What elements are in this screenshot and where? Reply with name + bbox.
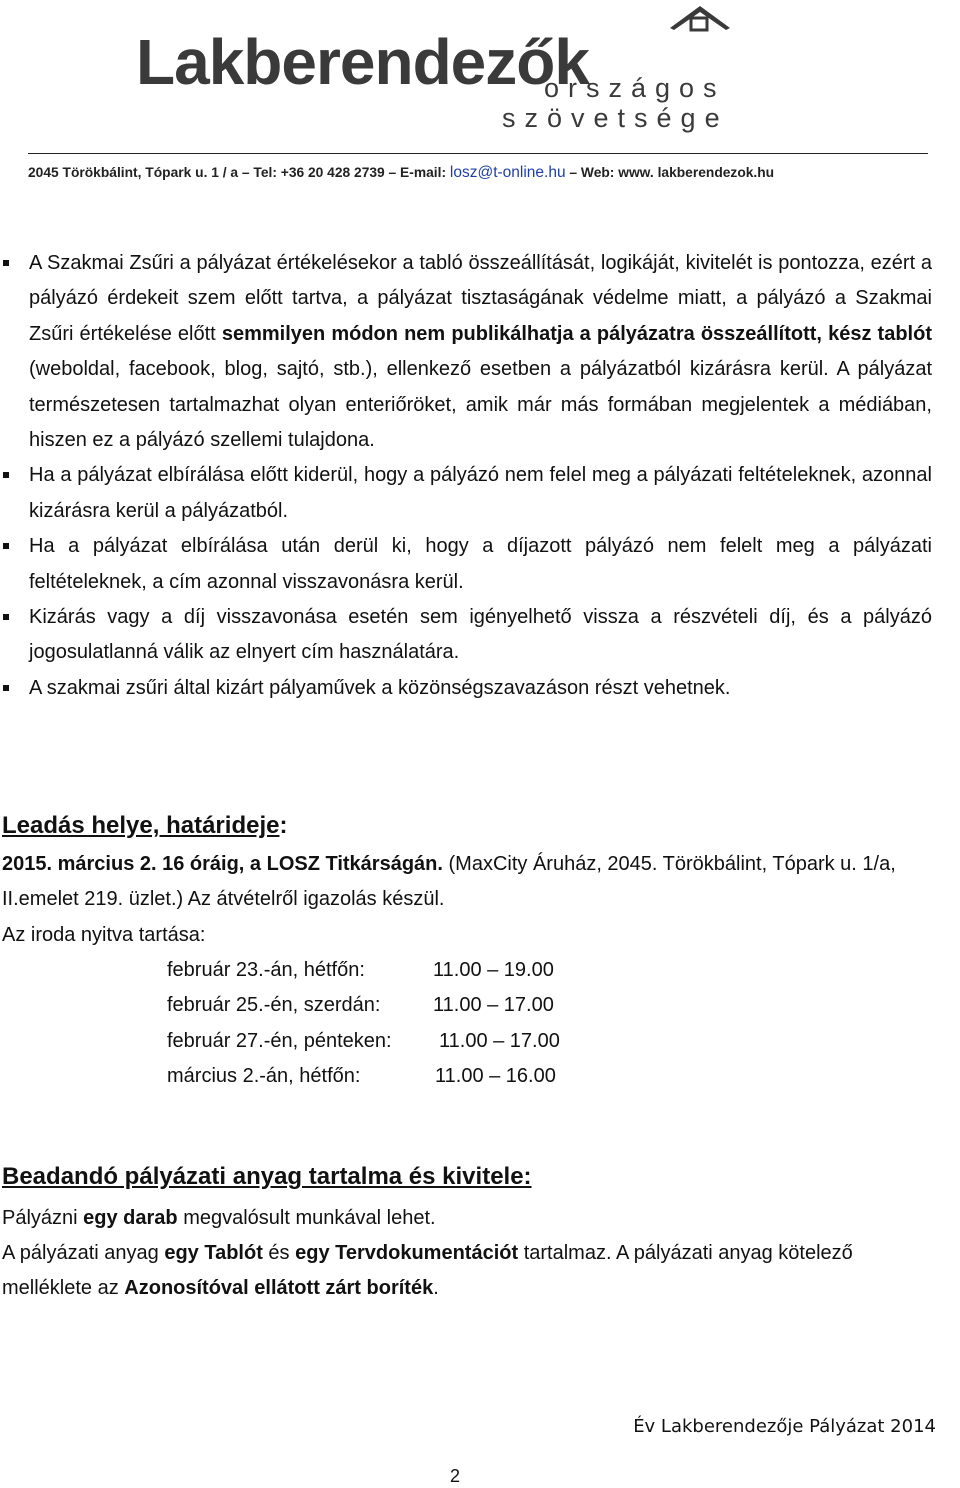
bullet-item bbox=[0, 246, 960, 458]
contact-line bbox=[28, 164, 938, 182]
contact-web: – Web: www. lakberendezok.hu bbox=[565, 165, 775, 180]
beadando-paragraph-2 bbox=[2, 1236, 937, 1307]
bullet-item bbox=[0, 529, 960, 600]
office-hours-label: Az iroda nyitva tartása: bbox=[2, 924, 206, 946]
text-run-bold: Azonosítóval ellátott zárt boríték bbox=[124, 1277, 434, 1300]
bullet-item bbox=[0, 600, 960, 671]
bullet-square-icon bbox=[3, 260, 9, 266]
bullet-text: Ha a pályázat elbírálása előtt kiderül, hogy a pályázó nem felel meg a pályázati feltételeknek, azonnal kizárásra kerül a pályázatból. bbox=[29, 464, 932, 522]
bullet-text: A szakmai zsűri által kizárt pályaművek a közönségszavazáson részt vehetnek. bbox=[29, 676, 731, 699]
logo-wordmark: Lakberendezők bbox=[136, 26, 589, 98]
beadando-heading: Beadandó pályázati anyag tartalma és kivitele: bbox=[2, 1163, 532, 1190]
office-hours-table bbox=[167, 953, 560, 1095]
leadas-heading-colon: : bbox=[279, 812, 288, 839]
bullet-text-bold: semmilyen módon nem publikálhatja a pályázatra összeállított, kész tablót bbox=[221, 322, 932, 345]
lakberendezok-logo bbox=[120, 0, 820, 140]
beadando-paragraph-1 bbox=[2, 1201, 932, 1236]
leadas-heading-text: Leadás helye, határideje bbox=[2, 812, 280, 839]
office-hours-row bbox=[167, 1059, 560, 1094]
office-hours-time: 11.00 – 16.00 bbox=[435, 1065, 556, 1088]
office-hours-date: március 2.-án, hétfőn: bbox=[167, 1065, 361, 1088]
bullet-text: A Szakmai Zsűri a pályázat értékelésekor a tabló összeállítását, logikáját, kivitelét is pontozza, ezért a pályázó érdekeit szem előtt tartva, a pályázat tisztaságának védelme miatt, a pályázó a Szakmai Zsűri értékelése előtt bbox=[29, 252, 932, 345]
bullet-text: Kizárás vagy a díj visszavonása esetén sem igényelhető vissza a részvételi díj, és a pályázó jogosulatlanná válik az elnyert cím használatára. bbox=[29, 606, 932, 664]
text-run: megvalósult munkával lehet. bbox=[177, 1207, 436, 1229]
office-hours-date: február 25.-én, szerdán: bbox=[167, 994, 381, 1017]
bullet-square-icon bbox=[3, 685, 9, 691]
logo-subtitle-2: szövetsége bbox=[502, 103, 729, 133]
bullet-text: Ha a pályázat elbírálása után derül ki, hogy a díjazott pályázó nem felelt meg a pályázati feltételeknek, a cím azonnal visszavonásra kerül. bbox=[29, 535, 932, 593]
text-run: és bbox=[262, 1242, 296, 1264]
header-divider bbox=[28, 153, 928, 154]
bullet-square-icon bbox=[3, 543, 9, 549]
logo-subtitle-1: országos bbox=[544, 73, 726, 103]
text-run: Pályázni bbox=[2, 1207, 84, 1229]
text-run-bold: egy Tervdokumentációt bbox=[295, 1242, 519, 1264]
office-hours-time: 11.00 – 17.00 bbox=[433, 994, 554, 1017]
text-run-bold: egy Tablót bbox=[164, 1242, 263, 1264]
text-run: . bbox=[433, 1277, 439, 1300]
contact-address: 2045 Törökbálint, Tópark u. 1 / a – Tel: +36 20 428 2739 – E-mail: bbox=[28, 165, 450, 180]
contact-email[interactable]: losz@t-online.hu bbox=[449, 164, 566, 181]
leadas-heading bbox=[2, 812, 287, 840]
bullet-square-icon bbox=[3, 614, 9, 620]
text-run-bold: egy darab bbox=[83, 1207, 178, 1229]
office-hours-time: 11.00 – 19.00 bbox=[433, 959, 554, 981]
text-run: A pályázati anyag bbox=[2, 1242, 165, 1264]
office-hours-row bbox=[167, 1024, 560, 1059]
leadas-deadline: 2015. március 2. 16 óráig, a LOSZ Titkárságán. bbox=[2, 853, 443, 875]
bullet-text: (weboldal, facebook, blog, sajtó, stb.), ellenkező esetben a pályázatból kizárásra kerül. A pályázat természetesen tartalmazhat olyan enteriőröket, amik már más formában megjelentek a médiában, hiszen ez a pályázó szellemi tulajdona. bbox=[29, 358, 932, 452]
logo-house-icon bbox=[670, 6, 730, 30]
office-hours-date: február 23.-án, hétfőn: bbox=[167, 959, 365, 981]
rules-bullet-list bbox=[0, 246, 960, 706]
bullet-square-icon bbox=[3, 472, 9, 478]
leadas-location: (MaxCity Áruház, 2045. Törökbálint, Tópark u. 1/a, II.emelet 219. üzlet.) Az átvételről igazolás készül. bbox=[2, 853, 896, 911]
footer-title: Év Lakberendezője Pályázat 2014 bbox=[633, 1416, 936, 1437]
office-hours-row bbox=[167, 988, 560, 1023]
text-run: tartalmaz. A pályázati anyag kötelező melléklete az bbox=[2, 1242, 853, 1300]
page-number: 2 bbox=[450, 1466, 461, 1486]
leadas-deadline-paragraph bbox=[2, 847, 932, 918]
office-hours-date: február 27.-én, pénteken: bbox=[167, 1029, 392, 1052]
bullet-item bbox=[0, 671, 960, 706]
bullet-item bbox=[0, 458, 960, 529]
office-hours-row bbox=[167, 953, 560, 988]
office-hours-time: 11.00 – 17.00 bbox=[439, 1029, 560, 1052]
